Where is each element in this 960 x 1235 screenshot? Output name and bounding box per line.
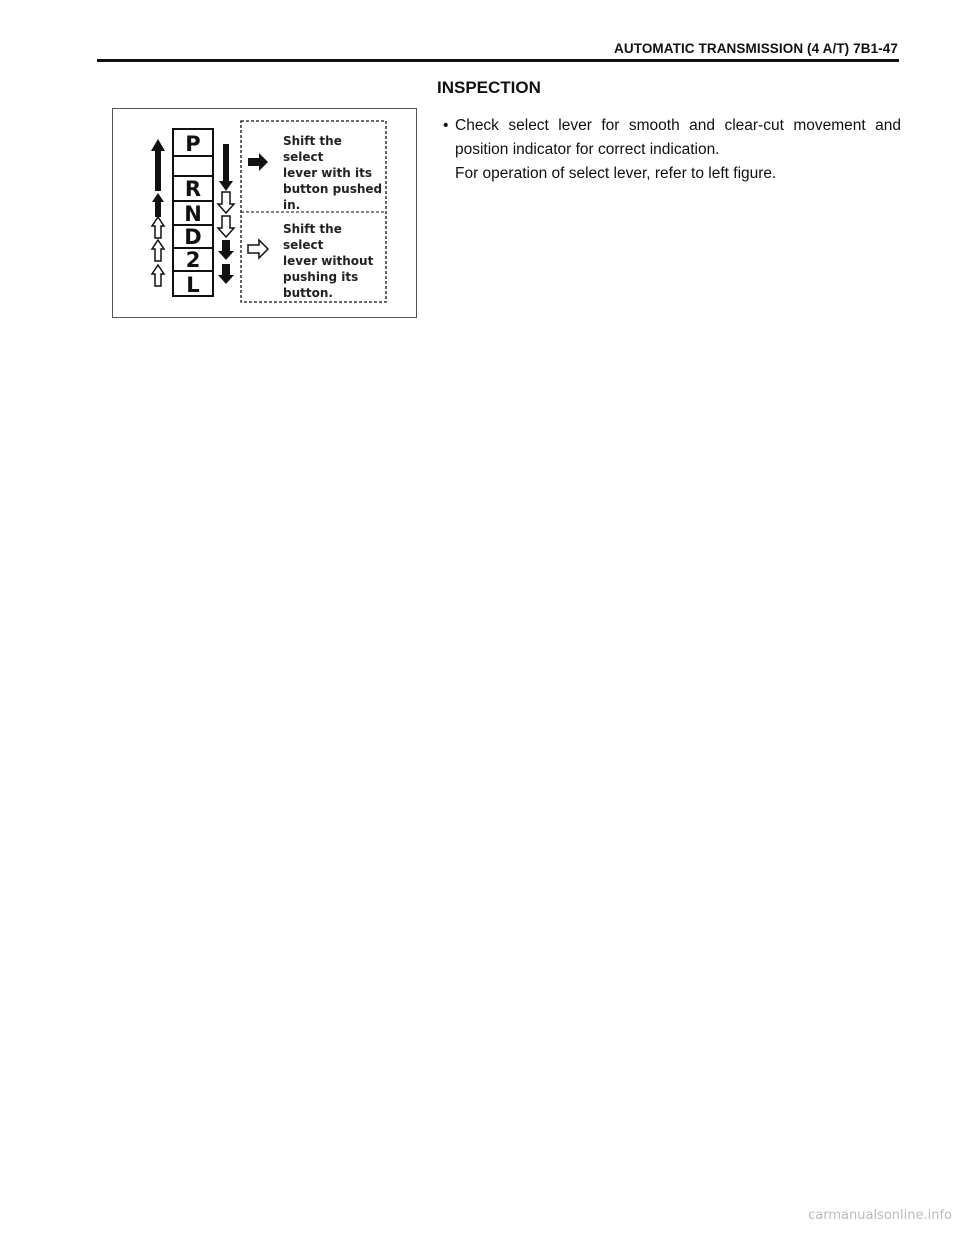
filled-up-arrow-icon [152,193,164,217]
filled-down-arrow-icon [218,264,234,284]
legend-not-pushed-line-2: lever without [283,254,374,268]
hollow-up-arrow-icon [152,265,164,286]
gear-label-r: R [184,177,202,201]
legend-not-pushed-line-4: button. [283,286,333,300]
gear-label-d: D [184,225,202,249]
body-line-1: Check select lever for smooth and clear-cut movement and [455,117,901,134]
legend-filled-right-arrow-icon [248,153,268,171]
body-line-2: position indicator for correct indication. [455,141,720,158]
filled-down-arrow-icon [218,240,234,260]
header-rule [97,59,899,62]
hollow-down-arrow-icon [218,216,234,237]
long-filled-down-arrow-icon [219,144,233,191]
legend-pushed-line-3: button pushed [283,182,383,196]
bullet-line-1 [443,114,901,138]
legend-not-pushed-line-1: Shift the select [283,222,342,252]
gear-label-n: N [184,202,202,226]
legend-text-button-pushed [283,133,383,213]
bullet-icon: • [443,117,449,134]
legend-hollow-right-arrow-icon [248,240,268,258]
hollow-up-arrow-icon [152,240,164,261]
section-title: INSPECTION [437,78,541,97]
hollow-up-arrow-icon [152,217,164,238]
gear-label-p: P [185,132,201,156]
legend-not-pushed-line-3: pushing its [283,270,359,284]
left-arrows [151,139,165,286]
right-arrows [218,144,234,284]
legend-pushed-line-4: in. [283,198,301,212]
hollow-down-arrow-icon [218,192,234,213]
gear-label-2: 2 [185,248,201,272]
gear-label-l: L [186,273,200,297]
legend-pushed-line-2: lever with its [283,166,372,180]
long-filled-up-arrow-icon [151,139,165,191]
body-line-3: For operation of select lever, refer to left figure. [455,165,777,182]
footer-watermark: carmanualsonline.info [808,1208,952,1223]
legend-pushed-line-1: Shift the select [283,134,342,164]
legend-text-without-pushing [283,221,383,301]
body-text [443,114,901,186]
shift-lever-figure [112,108,417,318]
header-title: AUTOMATIC TRANSMISSION (4 A/T) 7B1-47 [614,41,898,56]
